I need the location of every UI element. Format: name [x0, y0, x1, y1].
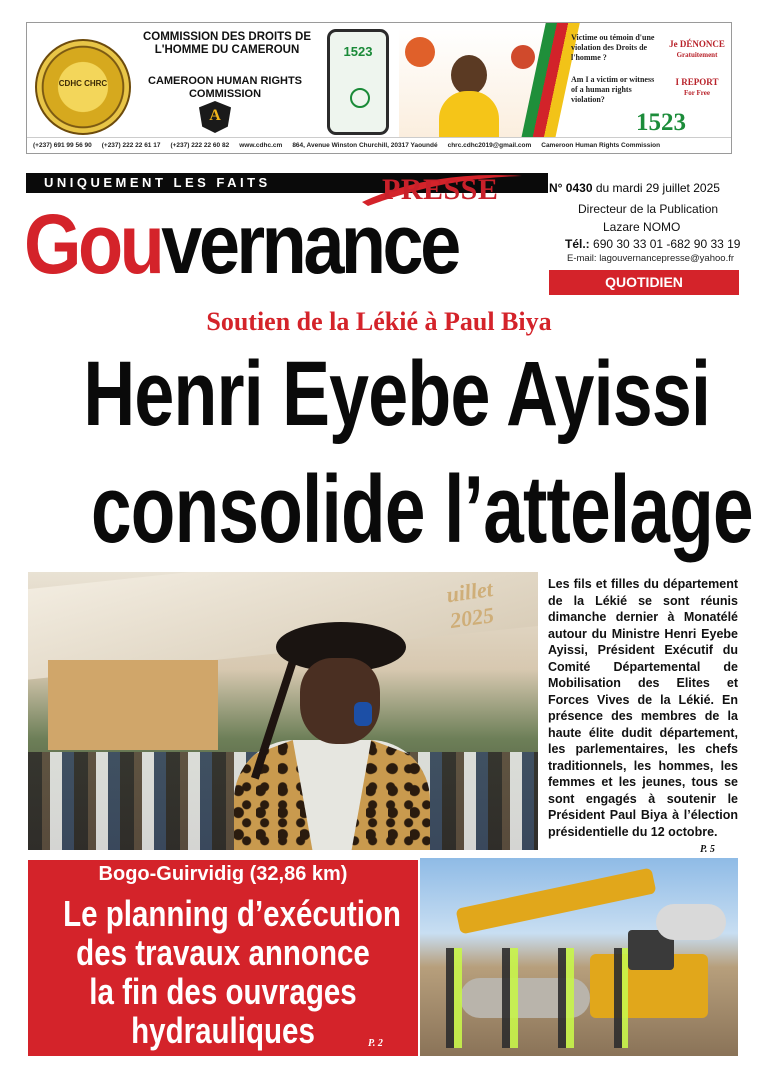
lead-page-reference: P. 5 [700, 844, 715, 855]
second-story-kicker: Bogo-Guirvidig (32,86 km) [98, 863, 348, 885]
social-contact: Cameroon Human Rights Commission [541, 142, 661, 149]
telephone-label: Tél.: [565, 237, 590, 251]
ad-title-english: CAMEROON HUMAN RIGHTS COMMISSION [148, 75, 302, 100]
cdhc-advertisement [26, 22, 732, 154]
logo-black-part: vernance [161, 197, 458, 291]
commission-emblem-icon [199, 101, 231, 133]
woman-body-illustration [439, 91, 499, 137]
ad-title-french: COMMISSION DES DROITS DE L'HOMME DU CAMEROUN [142, 31, 312, 56]
phone-illustration-icon [327, 29, 389, 135]
speaker-face [300, 658, 380, 744]
excavator-arm [455, 867, 656, 934]
presse-wordmark: PRESSE [382, 173, 499, 206]
newspaper-logo [24, 198, 458, 290]
lead-headline-line-1: Henri Eyebe Ayissi [83, 343, 711, 445]
background-building [48, 660, 218, 750]
phone-screen-number: 1523 [343, 44, 373, 59]
telephone-numbers: 690 30 33 01 -682 90 33 19 [593, 237, 741, 251]
second-headline-line-1: Le planning d’exécution [63, 893, 401, 934]
director-name: Lazare NOMO [603, 220, 681, 234]
ad-contact-strip [27, 137, 731, 153]
issue-number: N° 0430 [549, 181, 593, 195]
report-sublabel: For Free [684, 89, 710, 97]
issue-date: du mardi 29 juillet 2025 [595, 181, 720, 195]
second-headline-line-3: la fin des ouvrages [89, 971, 357, 1012]
lead-article-body: Les fils et filles du département de la Lékié se sont réunis dimanche dernier à Monatélé autour du Ministre Henri Eyebe Ayissi, Président Exécutif du Comité Départemental de Mobilisation des Elites et Forces Vives de la Lékié. En présence des membres de la haute élite dudit département, les parlementaires, les chefs traditionnels, les hommes, les femmes et les jeunes, tous se sont engagés à soutenir le Président Paul Biya à l’élection présidentielle du 12 octobre. [548, 577, 738, 839]
alert-bubble-icon [511, 45, 535, 69]
second-headline-line-2: des travaux annonce [76, 932, 370, 973]
report-callout [661, 77, 732, 99]
cdhc-seal-logo [35, 39, 131, 135]
construction-workers [428, 948, 628, 1048]
email-line: E-mail: lagouvernancepresse@yahoo.fr [567, 253, 735, 264]
tagline: UNIQUEMENT LES FAITS [44, 175, 271, 190]
issue-info [549, 181, 720, 195]
report-label: I REPORT [675, 77, 719, 87]
denonce-sublabel: Gratuitement [676, 51, 718, 59]
alert-bubble-icon [405, 37, 435, 67]
ad-question-english: Am I a victim or witness of a human rights violation? [571, 75, 655, 104]
lead-kicker: Soutien de la Lékié à Paul Biya [206, 307, 552, 336]
hotline-number: 1523 [636, 109, 686, 136]
lead-photo [28, 572, 538, 850]
whatsapp-contact: (+237) 691 99 56 90 [33, 142, 92, 149]
phone-contact: (+237) 222 22 61 17 [101, 142, 161, 149]
cement-mixer-truck [656, 904, 726, 940]
ad-question-french: Victime ou témoin d'une violation des Droits de l'homme ? [571, 33, 655, 62]
second-page-reference: P. 2 [368, 1038, 383, 1049]
microphone-icon [354, 702, 372, 726]
website-contact: www.cdhc.cm [239, 142, 283, 149]
director-label: Directeur de la Publication [578, 202, 719, 216]
email-contact: chrc.cdhc2019@gmail.com [447, 142, 532, 149]
denonce-label: Je DÉNONCE [669, 39, 725, 49]
telephone-line [565, 237, 740, 251]
address-contact: 864, Avenue Winston Churchill, 20317 Yaoundé [292, 142, 438, 149]
construction-photo [420, 858, 738, 1056]
second-headline-line-4: hydrauliques [131, 1010, 315, 1051]
lead-headline-line-2: consolide l’attelage [90, 456, 753, 563]
cdhc-seal-text: CDHC CHRC [58, 79, 108, 88]
woman-head-illustration [451, 55, 487, 95]
tent-banner-text: uillet 2025 [444, 576, 496, 634]
call-button-icon [350, 88, 370, 108]
fax-contact: (+237) 222 22 60 82 [170, 142, 230, 149]
logo-red-part: Gou [24, 197, 162, 291]
frequency-label: QUOTIDIEN [605, 274, 683, 290]
denonce-callout [661, 39, 732, 61]
